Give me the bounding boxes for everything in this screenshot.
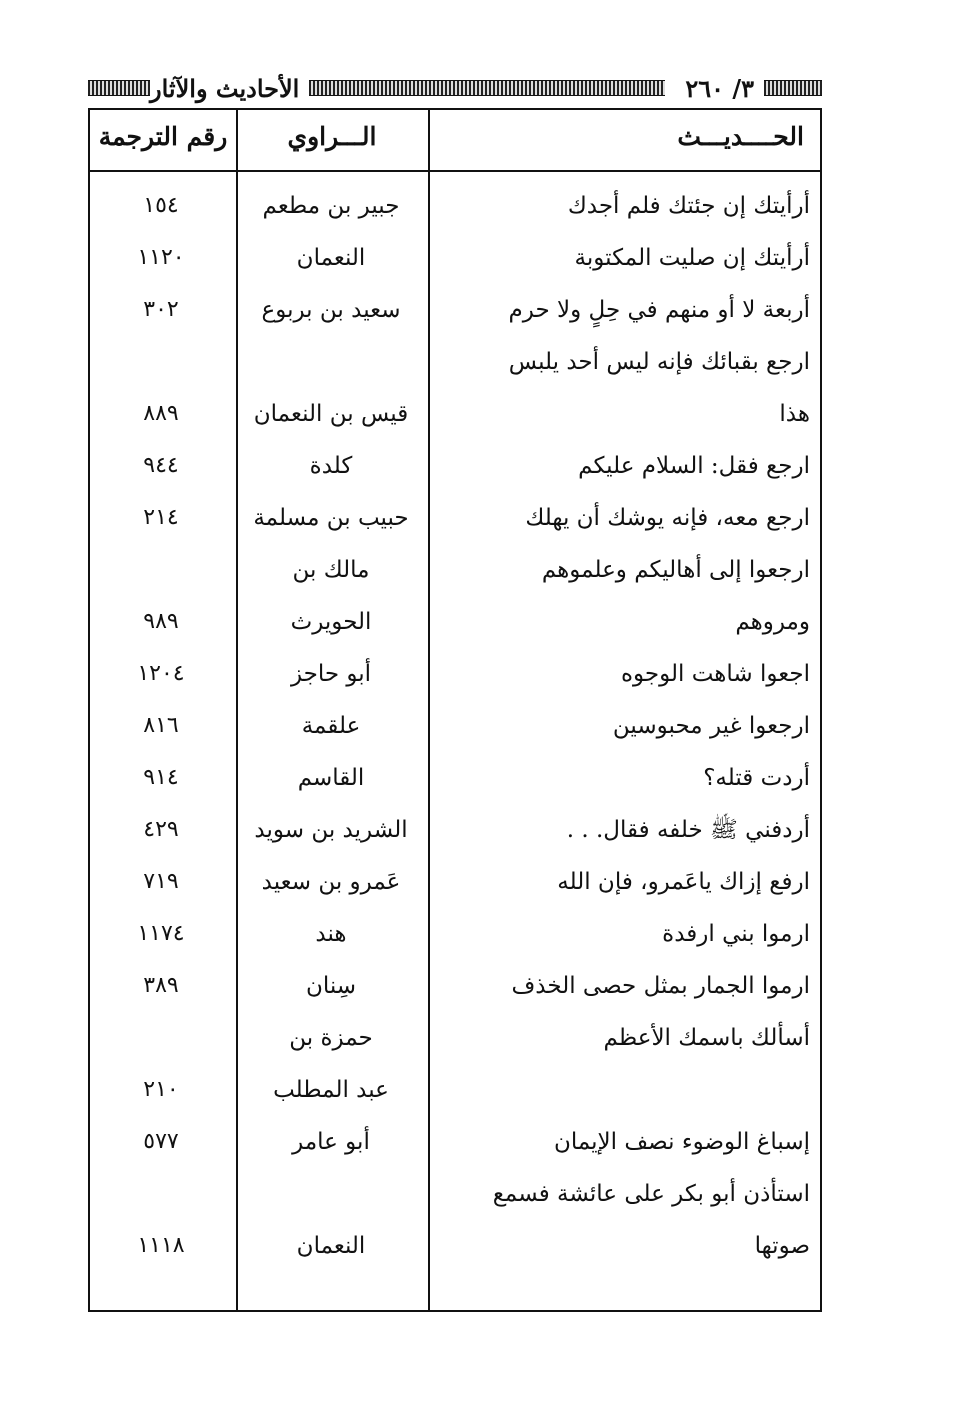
hadith-cell: ومروهم [735,609,810,635]
page-header [88,68,822,108]
hadith-cell: إسباغ الوضوء نصف الإيمان [553,1129,810,1155]
column-header-num: رقم الترجمة [98,122,228,151]
table-row [88,492,822,544]
header-divider [90,170,820,172]
table-row [88,180,822,232]
num-cell: ٨٨٩ [143,401,179,426]
header-ornament-middle [309,80,665,96]
num-cell [88,544,234,596]
num-cell: ٢١٤ [143,505,179,530]
num-cell: ١٢٠٤ [137,661,185,686]
column-header-hadith: الحــــديـــث [677,122,804,151]
rawi-cell: عَمرو بن سعيد [261,869,401,895]
table-row [88,1220,822,1272]
table-row [88,388,822,440]
rawi-cell [236,336,426,388]
num-cell: ٣٠٢ [143,297,179,322]
table-row [88,336,822,388]
hadith-cell: أرأيتك إن صليت المكتوبة [574,245,810,271]
num-cell: ٢١٠ [143,1077,179,1102]
hadith-cell: ارجعوا إلى أهاليكم وعلموهم [541,557,810,583]
rawi-cell: سعيد بن بربوع [261,297,401,323]
rawi-cell: عبد المطلب [273,1077,389,1103]
hadith-cell: ارفع إزاك ياعَمرو، فإن الله [557,869,810,895]
rawi-cell: أبو حاجز [290,661,372,687]
hadith-cell: أربعة لا أو منهم في حِلٍ ولا حرم [508,297,810,323]
header-ornament-right [764,80,822,96]
table-row [88,804,822,856]
table-row [88,856,822,908]
num-cell [88,336,234,388]
table-row [88,700,822,752]
num-cell: ٩٨٩ [143,609,179,634]
table-row [88,596,822,648]
rawi-cell: هند [315,921,347,947]
num-cell: ٤٢٩ [143,817,179,842]
table-body [88,180,822,1272]
table-row [88,1064,822,1116]
rawi-cell: الشريد بن سويد [254,817,408,843]
rawi-cell: قيس بن النعمان [253,401,409,427]
table-row [88,1168,822,1220]
num-cell: ٥٧٧ [143,1129,179,1154]
num-cell: ١٥٤ [143,193,179,218]
hadith-cell: اجعوا شاهت الوجوه [620,661,810,687]
num-cell: ٩١٤ [143,765,179,790]
hadith-cell: ارجع معه، فإنه يوشك أن يهلك [525,505,810,531]
table-row [88,284,822,336]
num-cell: ١١١٨ [137,1233,185,1258]
header-ornament-left [88,80,150,96]
rawi-cell: القاسم [297,765,365,791]
hadith-cell: ارموا بني ارفدة [662,921,810,947]
hadith-cell: أردت قتله؟ [703,765,810,791]
hadith-cell: صوتها [754,1233,810,1259]
rawi-cell: مالك بن [292,557,370,583]
num-cell: ٩٤٤ [143,453,179,478]
hadith-cell: أردفني ﷺ خلفه فقال. . . [566,817,810,843]
column-header-rawi: الـــراوي [287,122,377,151]
table-row [88,648,822,700]
rawi-cell: أبو عامر [292,1129,370,1155]
table-row [88,908,822,960]
rawi-cell: كلدة [309,453,353,479]
hadith-cell: أسألك باسمك الأعظم [603,1025,810,1051]
rawi-cell: الحويرث [290,609,372,635]
rawi-cell: جبير بن مطعم [262,193,400,219]
table-row [88,752,822,804]
hadith-cell: ارموا الجمار بمثل حصى الخذف [511,973,810,999]
num-cell [88,1012,234,1064]
table-row [88,960,822,1012]
rawi-cell [236,1168,426,1220]
rawi-cell: سِنان [305,973,357,999]
table-row [88,440,822,492]
hadith-cell: ارجع فقل: السلام عليكم [578,453,810,479]
hadith-cell: ارجع بقبائك فإنه ليس أحد يلبس [508,349,810,375]
rawi-cell: النعمان [296,1233,366,1259]
header-page-number: ٣/ ٢٦٠ [685,73,754,103]
table-row [88,1116,822,1168]
rawi-cell: النعمان [296,245,366,271]
num-cell: ١١٧٤ [137,921,185,946]
header-title: الأحاديث والآثار [150,73,300,103]
num-cell: ٨١٦ [143,713,179,738]
num-cell: ٧١٩ [143,869,179,894]
rawi-cell: حبيب بن مسلمة [253,505,409,531]
num-cell: ٣٨٩ [143,973,179,998]
table-row [88,232,822,284]
table-row [88,544,822,596]
num-cell: ١١٢٠ [137,245,185,270]
hadith-cell: أرأيتك إن جئتك فلم أجدك [567,193,810,219]
rawi-cell: علقمة [301,713,361,739]
hadith-cell [428,1064,818,1116]
num-cell [88,1168,234,1220]
hadith-cell: استأذن أبو بكر على عائشة فسمع [492,1181,810,1207]
rawi-cell: حمزة بن [289,1025,373,1051]
hadith-cell: هذا [779,401,810,427]
table-row [88,1012,822,1064]
hadith-cell: ارجعوا غير محبوسين [612,713,810,739]
